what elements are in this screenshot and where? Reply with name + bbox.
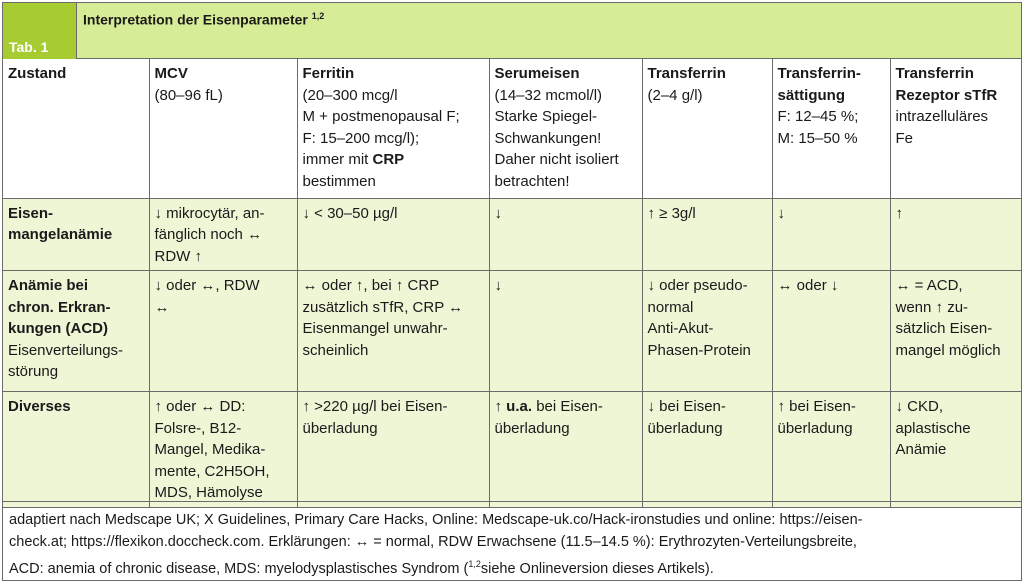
row-label: mangelanämie bbox=[8, 226, 113, 243]
cell-text: RDW ↑ bbox=[154, 247, 202, 265]
cell-text: ↔ bbox=[154, 298, 170, 316]
cell-text bbox=[495, 396, 637, 418]
cell-text: MDS, Hämolyse bbox=[154, 484, 263, 501]
cell-text: ↑ ≥ 3g/l bbox=[647, 204, 696, 222]
row-sublabel: störung bbox=[8, 363, 59, 380]
table-cell-transferrin bbox=[642, 392, 772, 508]
table-cell-transferrinsaettigung bbox=[772, 198, 890, 271]
column-subtitle: (20–300 mcg/l bbox=[302, 86, 398, 104]
cell-text: ↓ < 30–50 µg/l bbox=[302, 204, 398, 222]
row-label-cell bbox=[3, 198, 149, 271]
row-label: Diverses bbox=[8, 398, 71, 415]
cell-text: mente, C2H5OH, bbox=[154, 462, 270, 480]
row-label-cell bbox=[3, 392, 149, 508]
cell-text: ↑ oder ↔ DD: bbox=[154, 398, 246, 415]
column-subtitle: bestimmen bbox=[302, 172, 376, 190]
column-subtitle: F: 12–45 %; bbox=[777, 108, 859, 125]
cell-text-part: bei Eisen- bbox=[536, 398, 603, 415]
cell-text: mangel möglich bbox=[895, 341, 1001, 359]
cell-text: aplastische bbox=[895, 419, 971, 437]
cell-text: ↓ oder pseudo- bbox=[647, 277, 748, 294]
ua-emphasis: u.a. bbox=[506, 398, 533, 415]
cell-text: ↓ bbox=[494, 277, 502, 294]
column-title: Transferrin- bbox=[777, 65, 861, 82]
cell-text: überladung bbox=[494, 419, 570, 437]
column-header-serumeisen bbox=[489, 59, 642, 198]
row-label: Anämie bei bbox=[8, 277, 89, 294]
footnote-line bbox=[9, 553, 1015, 580]
cell-text: ↓ mikrocytär, an- bbox=[154, 204, 265, 222]
cell-text: Anti-Akut- bbox=[647, 320, 714, 337]
column-subtitle: (14–32 mcmol/l) bbox=[494, 86, 603, 104]
cell-text: überladung bbox=[647, 419, 723, 437]
row-label-cell bbox=[3, 271, 149, 392]
cell-text: überladung bbox=[302, 419, 378, 437]
column-subtitle: (80–96 fL) bbox=[154, 86, 223, 104]
column-header-transferrin bbox=[642, 59, 772, 198]
column-title: Serumeisen bbox=[494, 65, 580, 82]
column-title: MCV bbox=[154, 65, 188, 82]
cell-text: wenn ↑ zu- bbox=[895, 298, 969, 316]
column-header-zustand bbox=[3, 59, 149, 198]
cell-text: Phasen-Protein bbox=[647, 341, 751, 359]
column-header-mcv bbox=[149, 59, 297, 198]
table-footnote bbox=[3, 501, 1021, 581]
row-label: Eisen- bbox=[8, 204, 54, 222]
table-cell-mcv bbox=[149, 198, 297, 271]
column-subtitle: betrachten! bbox=[494, 172, 570, 190]
column-title: Rezeptor sTfR bbox=[895, 86, 998, 104]
column-subtitle: F: 15–200 mcg/l); bbox=[302, 129, 420, 147]
column-subtitle: M + postmenopausal F; bbox=[302, 108, 460, 125]
table-cell-stfr bbox=[890, 271, 1021, 392]
cell-arrow: ↑ bbox=[494, 398, 502, 415]
table-cell-transferrin bbox=[642, 271, 772, 392]
table-cell-stfr bbox=[890, 392, 1021, 508]
table-title-text: Interpretation der Eisenparameter bbox=[83, 11, 308, 28]
table-header-row bbox=[3, 59, 1021, 198]
footnote-text: ACD: anemia of chronic disease, MDS: myelodysplastisches Syndrom ( bbox=[9, 560, 469, 577]
column-title: Transferrin bbox=[895, 65, 974, 82]
cell-text: Eisenmangel unwahr- bbox=[302, 320, 448, 337]
column-subtitle bbox=[303, 149, 484, 171]
table-number-box bbox=[3, 3, 77, 59]
column-title: Ferritin bbox=[302, 65, 355, 82]
column-subtitle: Starke Spiegel- bbox=[494, 108, 598, 125]
column-subtitle: intrazelluläres bbox=[895, 108, 989, 125]
cell-text: Folsre-, B12- bbox=[154, 419, 242, 437]
cell-text: überladung bbox=[777, 419, 853, 437]
column-subtitle: (2–4 g/l) bbox=[647, 86, 703, 104]
footnote-reference: 1,2 bbox=[468, 559, 481, 569]
table-number-label: Tab. 1 bbox=[9, 39, 49, 55]
table-cell-serumeisen bbox=[489, 271, 642, 392]
column-subtitle-text: immer mit bbox=[302, 151, 369, 168]
table-cell-transferrinsaettigung bbox=[772, 271, 890, 392]
cell-text: zusätzlich sTfR, CRP ↔ bbox=[302, 298, 464, 316]
column-subtitle: M: 15–50 % bbox=[777, 129, 858, 147]
iron-parameters-table bbox=[3, 59, 1021, 508]
column-subtitle: Fe bbox=[895, 129, 914, 147]
column-header-transferrinsaettigung bbox=[772, 59, 890, 198]
cell-text: ↓ oder ↔, RDW bbox=[154, 277, 260, 294]
cell-text: ↔ oder ↓ bbox=[777, 277, 839, 294]
cell-text: normal bbox=[647, 298, 694, 316]
column-header-ferritin bbox=[297, 59, 489, 198]
cell-text: ↓ bbox=[494, 204, 502, 222]
footnote-line: adaptiert nach Medscape UK; X Guidelines, Primary Care Hacks, Online: Medscape-uk.co/Hack-ironstudies und online: https://eisen- bbox=[9, 512, 863, 528]
column-header-transferrin-rezeptor bbox=[890, 59, 1021, 198]
cell-text: ↑ bbox=[895, 204, 903, 222]
cell-text: ↓ bei Eisen- bbox=[647, 398, 726, 415]
cell-text: ↔ = ACD, bbox=[895, 277, 963, 294]
cell-text: Mangel, Medika- bbox=[154, 441, 266, 458]
table-row-eisenmangelanaemie bbox=[3, 198, 1021, 271]
footnote-line: check.at; https://flexikon.doccheck.com. Erklärungen: ↔ = normal, RDW Erwachsene (11.5–14.5 %): Erythrozyten-Verteilungsbreite, bbox=[9, 534, 857, 550]
cell-text: ↔ oder ↑, bei ↑ CRP bbox=[302, 277, 440, 294]
table-header-bar bbox=[3, 3, 1021, 59]
cell-text: Anämie bbox=[895, 441, 947, 458]
cell-text: ↓ CKD, bbox=[895, 398, 944, 415]
cell-text: ↑ bei Eisen- bbox=[777, 398, 856, 415]
table-cell-ferritin bbox=[297, 198, 489, 271]
column-title: Transferrin bbox=[647, 65, 726, 82]
table-row-acd bbox=[3, 271, 1021, 392]
title-reference: 1,2 bbox=[311, 11, 325, 21]
cell-text: fänglich noch ↔ bbox=[154, 226, 263, 243]
cell-text: sätzlich Eisen- bbox=[895, 320, 993, 337]
table-row-diverses bbox=[3, 392, 1021, 508]
row-label: kungen (ACD) bbox=[8, 320, 108, 337]
column-title: Zustand bbox=[8, 65, 67, 82]
cell-text: scheinlich bbox=[302, 341, 369, 359]
column-subtitle: Schwankungen! bbox=[494, 129, 602, 147]
table-cell-mcv bbox=[149, 392, 297, 508]
table-title bbox=[83, 11, 324, 28]
footnote-text: siehe Onlineversion dieses Artikels). bbox=[480, 560, 714, 577]
column-subtitle: Daher nicht isoliert bbox=[494, 151, 619, 168]
table-frame bbox=[2, 2, 1022, 581]
table-cell-stfr bbox=[890, 198, 1021, 271]
cell-text: ↓ bbox=[777, 204, 785, 222]
table-cell-mcv bbox=[149, 271, 297, 392]
cell-text: ↑ >220 µg/l bei Eisen- bbox=[302, 398, 448, 415]
row-label: chron. Erkran- bbox=[8, 298, 111, 316]
table-cell-transferrinsaettigung bbox=[772, 392, 890, 508]
table-cell-transferrin bbox=[642, 198, 772, 271]
row-sublabel: Eisenverteilungs- bbox=[8, 341, 124, 359]
table-cell-serumeisen bbox=[489, 392, 642, 508]
column-title: sättigung bbox=[777, 86, 845, 104]
table-cell-ferritin bbox=[297, 271, 489, 392]
crp-emphasis: CRP bbox=[372, 151, 405, 168]
table-cell-ferritin bbox=[297, 392, 489, 508]
table-cell-serumeisen bbox=[489, 198, 642, 271]
